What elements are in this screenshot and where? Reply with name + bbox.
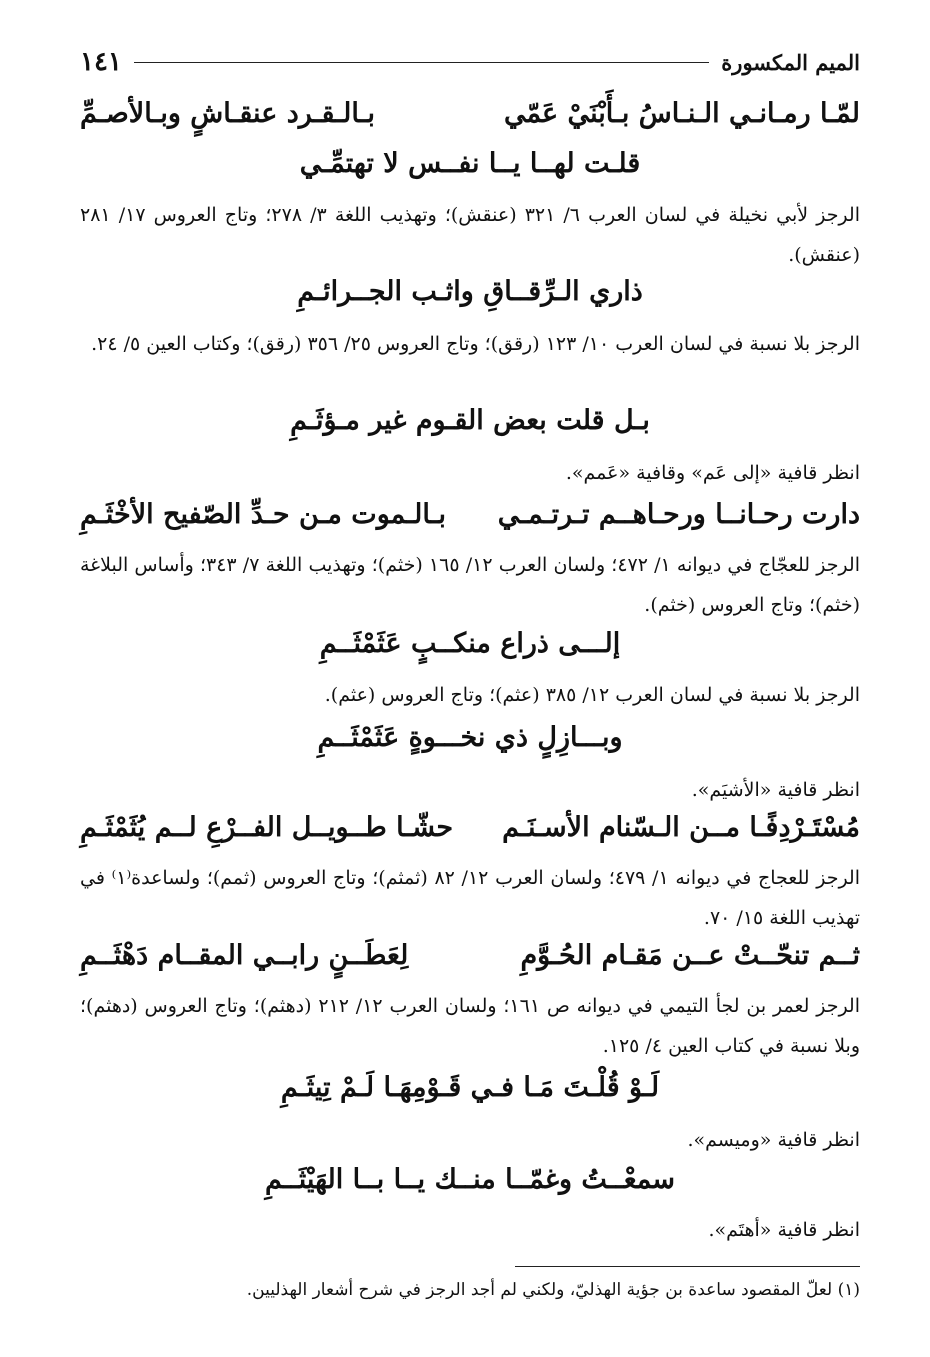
- hemistich-first: لمّـا رمـانـي الـنـاسُ بـأَبْنَيْ عَمّي: [503, 98, 860, 129]
- verse-line: سمعْــتُ وغمّــا منــك يــا بــا الهَيْثَــمِ: [265, 1164, 675, 1195]
- hemistich-second: بـالـقـرد عنقـاشٍ وبـالأصـمِّ: [80, 98, 375, 129]
- cross-reference-note: انظر قافية «الأشيَم».: [691, 779, 860, 801]
- hemistich-second: لِعَطَــنٍ رابــي المقــام دَهْثَــمِ: [80, 940, 409, 971]
- footnote-separator: [515, 1266, 860, 1267]
- hemistich-first: مُسْتَـرْدِفًـا مــن الـسّنام الأسـنَـم: [502, 812, 860, 843]
- running-title: الميم المكسورة: [721, 49, 860, 75]
- cross-reference-note: انظر قافية «أهتَم».: [708, 1219, 860, 1241]
- cross-reference-note: انظر قافية «إلى عَم» وقافية «عَمم».: [565, 462, 860, 484]
- cross-reference-note: انظر قافية «وميسم».: [687, 1129, 860, 1151]
- hemistich-second: بـالـموت مـن حـدِّ الصّفيح الأخْثَـمِ: [80, 499, 447, 530]
- source-note: الرجز للعجاج في ديوانه ١/ ٤٧٩؛ ولسان العرب ١٢/ ٨٢ (ثمثم)؛ وتاج العروس (ثمم)؛ ولساعدة⁽١⁾ في تهذيب اللغة ١٥/ ٧٠.: [80, 867, 861, 929]
- verse-pair: [80, 812, 860, 843]
- verse-line: إلـــى ذراع منكــبٍ عَثَمْثَــمِ: [319, 628, 621, 659]
- verse-pair: [80, 499, 860, 530]
- verse-line: وبـــازِلٍ ذي نخـــوةٍ عَثَمْثَــمِ: [317, 722, 623, 753]
- verse-line: قلـت لهــا يــا نفــس لا تهتمِّـي: [299, 148, 641, 179]
- hemistich-first: دارت رحـانــا ورحـاهــم تـرتـمـي: [497, 499, 860, 530]
- footnote: (١) لعلّ المقصود ساعدة بن جؤية الهذليّ، ولكني لم أجد الرجز في شرح أشعار الهذليين.: [246, 1280, 860, 1300]
- hemistich-first: ثــم تنحّــتْ عــن مَقـام الحُـوَّمِ: [520, 940, 860, 971]
- source-note: الرجز بلا نسبة في لسان العرب ١٢/ ٣٨٥ (عثم)؛ وتاج العروس (عثم).: [324, 684, 860, 706]
- source-note: الرجز بلا نسبة في لسان العرب ١٠/ ١٢٣ (رقق)؛ وتاج العروس ٢٥/ ٣٥٦ (رقق)؛ وكتاب العين ٥/ ٢٤.: [91, 333, 860, 355]
- verse-line: بـل قلت بعض القـوم غير مـؤثَـمِ: [290, 405, 650, 436]
- header-rule: [134, 62, 709, 63]
- hemistich-second: حشّـا طــويــل الفــرْعِ لــم يُثَمْثَـمِ: [80, 812, 454, 843]
- source-note: الرجز للعجّاج في ديوانه ١/ ٤٧٢؛ ولسان العرب ١٢/ ١٦٥ (خثم)؛ وتهذيب اللغة ٧/ ٣٤٣؛ وأساس البلاغة (خثم)؛ وتاج العروس (خثم).: [80, 554, 860, 616]
- source-note: الرجز لأبي نخيلة في لسان العرب ٦/ ٣٢١ (عنقش)؛ وتهذيب اللغة ٣/ ٢٧٨؛ وتاج العروس ١٧/ ٢٨١ (عنقش).: [80, 204, 860, 266]
- verse-line: ذاري الـرِّقــاقِ واثـب الجــرائـمِ: [297, 276, 643, 307]
- page-header: [80, 44, 860, 80]
- page-number: ١٤١: [80, 47, 122, 77]
- verse-line: لَـوْ قُلْـتَ مَـا فـي قَـوْمِهَـا لَـمْ تِيثَـمِ: [280, 1072, 660, 1103]
- verse-pair: [80, 98, 860, 129]
- source-note: الرجز لعمر بن لجأ التيمي في ديوانه ص ١٦١؛ ولسان العرب ١٢/ ٢١٢ (دهثم)؛ وتاج العروس (دهثم)؛ وبلا نسبة في كتاب العين ٤/ ١٢٥.: [80, 995, 860, 1057]
- verse-pair: [80, 940, 860, 971]
